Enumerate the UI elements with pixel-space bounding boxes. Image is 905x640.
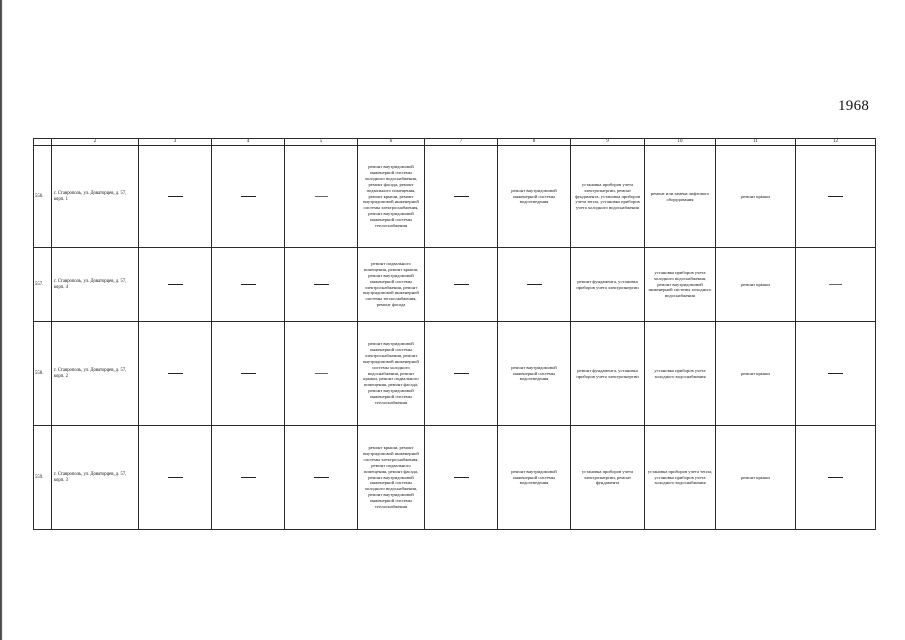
- empty-cell: [425, 146, 498, 248]
- works-cell: ремонт подвального помещения, ремонт крыши, ремонт внутридомовой инженерной системы электроснабжения, ремонт внутридомовой инженерной системы теплоснабжения, ремонт фасада: [358, 248, 425, 322]
- dash: [314, 284, 329, 285]
- works-cell: ремонт внутридомовой инженерной системы холодного водоснабжения, ремонт фасада, ремонт подвального помещения, ремонт крыши, ремонт внутридомовой инженерной системы электроснабжения, ремонт внутридомовой инженерной системы теплоснабжения: [358, 146, 425, 248]
- dash: [315, 373, 328, 374]
- col-header: 9: [571, 139, 645, 146]
- works-cell: ремонт крыши: [716, 426, 796, 530]
- empty-cell: [796, 146, 876, 248]
- works-cell: ремонт внутридомовой инженерной системы водоотведения: [498, 322, 571, 426]
- empty-cell: [139, 248, 212, 322]
- table-row: [34, 322, 876, 426]
- row-number: 558.: [34, 322, 52, 426]
- row-number: 557.: [34, 248, 52, 322]
- table-row: [34, 426, 876, 530]
- works-cell: ремонт фундамента, установка приборов учета электроэнергии: [571, 248, 645, 322]
- repair-schedule-table: [33, 138, 876, 530]
- column-number-row: [34, 139, 876, 146]
- col-header: 4: [212, 139, 285, 146]
- address-cell: г. Ставрополь, ул. Доваторцев, д. 57, корп. 2: [52, 322, 139, 426]
- dash: [828, 477, 843, 478]
- dash: [241, 196, 256, 197]
- col-header: 6: [358, 139, 425, 146]
- works-cell: ремонт внутридомовой инженерной системы электроснабжения, ремонт внутридомовой инженерной системы холодного водоснабжения, ремонт крыши, ремонт подвального помещения, ремонт фасада, ремонт внутридомовой инженерной системы теплоснабжения: [358, 322, 425, 426]
- empty-cell: [285, 322, 358, 426]
- works-cell: установка приборов учета холодного водоснабжения, ремонт внутридомовой инженерной системы холодного водоснабжения: [645, 248, 716, 322]
- scan-edge: [0, 0, 5, 640]
- dash: [168, 373, 183, 374]
- col-header: 5: [285, 139, 358, 146]
- dash: [454, 284, 469, 285]
- empty-cell: [425, 322, 498, 426]
- address-cell: г. Ставрополь, ул. Доваторцев, д. 57, корп. 3: [52, 426, 139, 530]
- page-number: 1968: [838, 98, 870, 114]
- works-cell: установка приборов учета холодного водоснабжения: [645, 322, 716, 426]
- works-cell: ремонт крыши: [716, 322, 796, 426]
- dash: [828, 196, 843, 197]
- address-cell: г. Ставрополь, ул. Доваторцев, д. 57, корп. 4: [52, 248, 139, 322]
- empty-cell: [212, 248, 285, 322]
- works-cell: ремонт крыши, ремонт внутридомовой инженерной системы электроснабжения, ремонт подвального помещения, ремонт фасада, ремонт внутридомовой инженерной системы холодного водоснабжения, ремонт внутридомовой инженерной системы теплоснабжения: [358, 426, 425, 530]
- empty-cell: [796, 426, 876, 530]
- empty-cell: [796, 322, 876, 426]
- dash: [454, 196, 469, 197]
- works-cell: ремонт фундамента, установка приборов учета электроэнергии: [571, 322, 645, 426]
- empty-cell: [212, 426, 285, 530]
- dash: [314, 477, 329, 478]
- empty-cell: [425, 426, 498, 530]
- empty-cell: [425, 248, 498, 322]
- works-cell: ремонт крыши: [716, 248, 796, 322]
- row-number: 559.: [34, 426, 52, 530]
- empty-cell: [139, 322, 212, 426]
- row-number: 556.: [34, 146, 52, 248]
- empty-cell: [139, 146, 212, 248]
- col-header: 8: [498, 139, 571, 146]
- empty-cell: [285, 146, 358, 248]
- works-cell: ремонт крыши: [716, 146, 796, 248]
- col-header: 12: [796, 139, 876, 146]
- dash: [168, 284, 183, 285]
- works-cell: ремонт внутридомовой инженерной системы водоотведения: [498, 146, 571, 248]
- dash: [168, 196, 183, 197]
- dash: [168, 477, 183, 478]
- works-cell: установка приборов учета электроэнергии, ремонт фундамента: [571, 426, 645, 530]
- empty-cell: [796, 248, 876, 322]
- empty-cell: [285, 248, 358, 322]
- dash: [241, 477, 256, 478]
- dash: [241, 373, 256, 374]
- col-header: 2: [52, 139, 139, 146]
- dash: [828, 373, 843, 374]
- empty-cell: [212, 146, 285, 248]
- col-header: 11: [716, 139, 796, 146]
- dash: [315, 196, 328, 197]
- works-cell: установка приборов учета электроэнергии, ремонт фундамента, установка приборов учета тепла, установка приборов учета холодного водоснабжения: [571, 146, 645, 248]
- empty-cell: [285, 426, 358, 530]
- works-cell: установка приборов учета тепла, установка приборов учета холодного водоснабжения: [645, 426, 716, 530]
- dash: [454, 477, 469, 478]
- col-header: 10: [645, 139, 716, 146]
- dash: [527, 284, 542, 285]
- col-header: 7: [425, 139, 498, 146]
- dash: [241, 284, 256, 285]
- address-cell: г. Ставрополь, ул. Доваторцев, д. 57, корп. 1: [52, 146, 139, 248]
- dash: [829, 284, 842, 285]
- col-header: [34, 139, 52, 146]
- dash: [454, 373, 469, 374]
- empty-cell: [139, 426, 212, 530]
- empty-cell: [498, 248, 571, 322]
- table-row: [34, 248, 876, 322]
- empty-cell: [212, 322, 285, 426]
- table-row: [34, 146, 876, 248]
- works-cell: ремонт внутридомовой инженерной системы водоотведения: [498, 426, 571, 530]
- col-header: 3: [139, 139, 212, 146]
- works-cell: ремонт или замена лифтового оборудования: [645, 146, 716, 248]
